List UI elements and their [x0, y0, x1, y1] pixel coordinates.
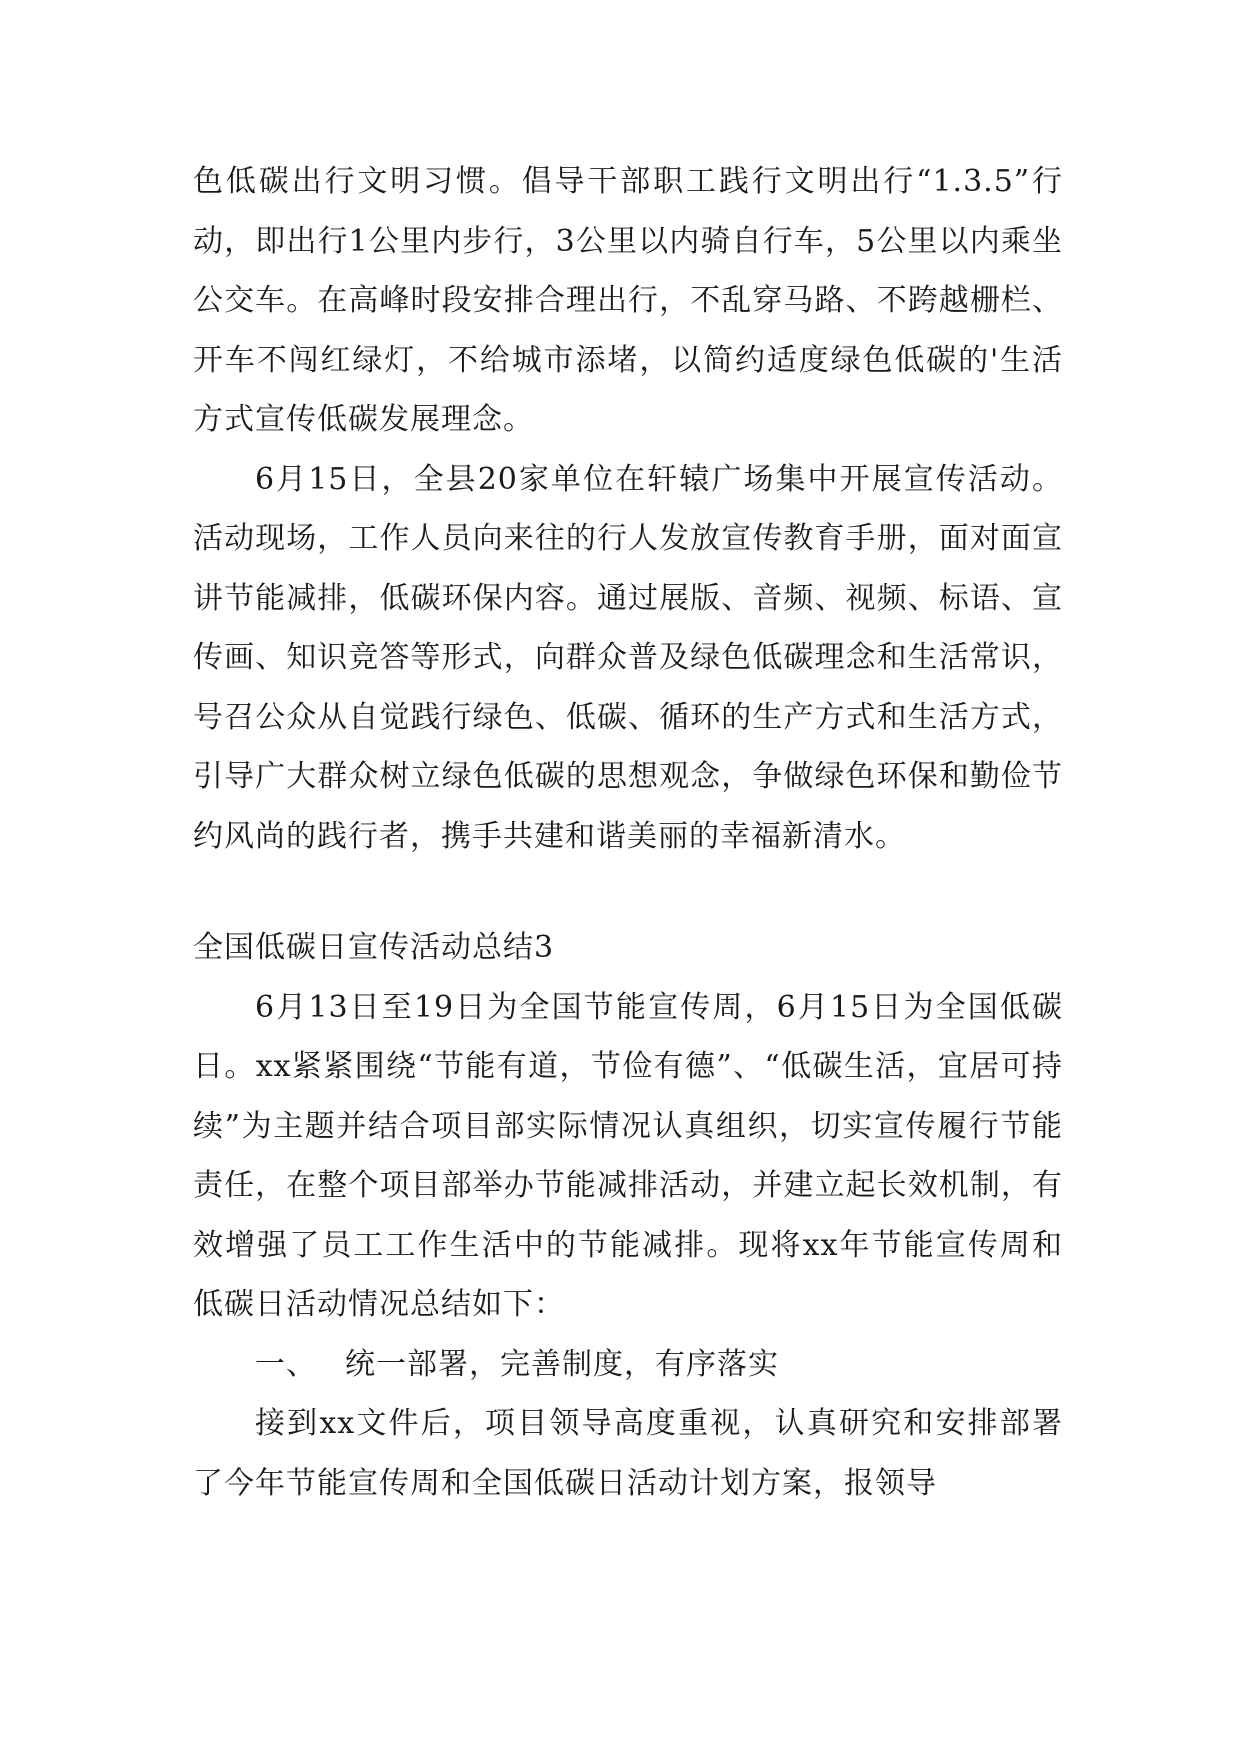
document-body: [193, 152, 1063, 1513]
paragraph-energy-week: 6月13日至19日为全国节能宣传周，6月15日为全国低碳日。xx紧紧围绕“节能有道，节俭有德”、“低碳生活，宜居可持续”为主题并结合项目部实际情况认真组织，切实宣传履行节能责任，在整个项目部举办节能减排活动，并建立起长效机制，有效增强了员工工作生活中的节能减排。现将xx年节能宣传周和低碳日活动情况总结如下：: [193, 989, 1063, 1322]
subheading-text: 统一部署，完善制度，有序落实: [345, 1346, 779, 1382]
paragraph-deployment: 接到xx文件后，项目领导高度重视，认真研究和安排部署了今年节能宣传周和全国低碳日活动计划方案，报领导: [193, 1406, 1063, 1501]
paragraph-june15-activity: 6月15日，全县20家单位在轩辕广场集中开展宣传活动。活动现场，工作人员向来往的行人发放宣传教育手册，面对面宣讲节能减排，低碳环保内容。通过展版、音频、视频、标语、宣传画、知识竞答等形式，向群众普及绿色低碳理念和生活常识，号召公众从自觉践行绿色、低碳、循环的生产方式和生活方式，引导广大群众树立绿色低碳的思想观念，争做绿色环保和勤俭节约风尚的践行者，携手共建和谐美丽的幸福新清水。: [193, 461, 1063, 854]
subheading-number: 一、: [255, 1346, 317, 1382]
section-title: 全国低碳日宣传活动总结3: [193, 930, 555, 965]
subheading-one: [193, 1335, 1063, 1395]
section-gap: [193, 866, 1063, 918]
paragraph-green-travel: 色低碳出行文明习惯。倡导干部职工践行文明出行“1.3.5”行动，即出行1公里内步行，3公里以内骑自行车，5公里以内乘坐公交车。在高峰时段安排合理出行，不乱穿马路、不跨越栅栏、开车不闯红绿灯，不给城市添堵，以简约适度绿色低碳的'生活方式宣传低碳发展理念。: [193, 164, 1063, 437]
